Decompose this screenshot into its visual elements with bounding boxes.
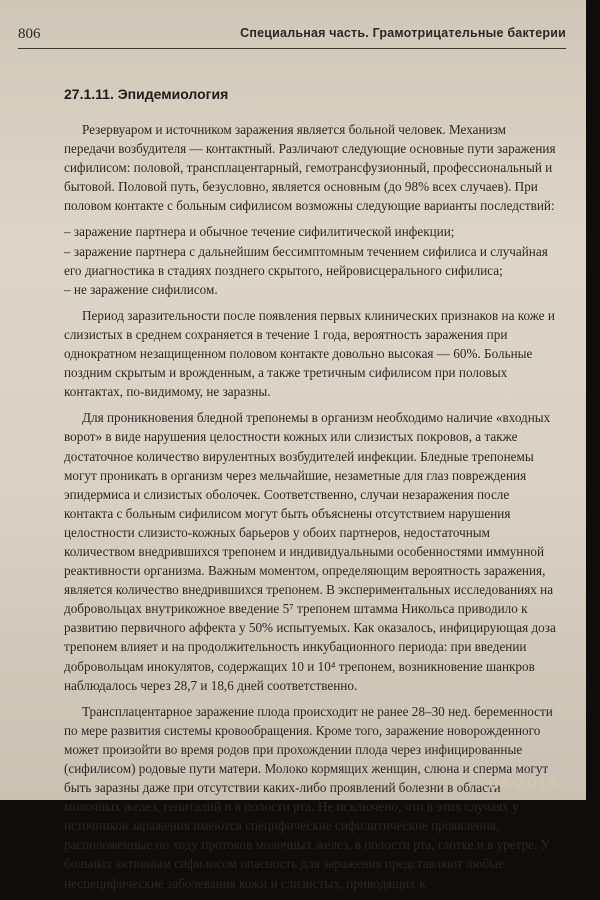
paragraph-4: Трансплацентарное заражение плода происходит не ранее 28–30 нед. беременности по мере развития системы кровообращения. Кроме того, заражение новорожденного может произойти во время родов при прохождении плода через инфицированные (сифилисом) родовые пути матери. Молоко кормящих женщин, слюна и сперма могут быть заразны даже при отсутствии каких-либо проявлений болезни в области молочных желез, гениталий и в полости рта. Не исключено, что в этих случаях у источников заражения имеются специфические сифилитические проявления, расположенные по ходу протоков молочных желез, в полости рта, глотке и в уретре. У больных активным сифилисом опасность для заражения представляют любые неспецифические заболевания кожи и слизистых, приводящих к (64, 703, 553, 891)
list-item: – заражение партнера с дальнейшим бессимптомным течением сифилиса и случайная его диагностика в стадиях позднего скрытого, нейровисцерального сифилиса; (64, 243, 548, 278)
list-item: – не заражение сифилисом. (64, 281, 218, 297)
date-stamp: 04-2018 (488, 773, 558, 793)
paragraph-3: Для проникновения бледной трепонемы в организм необходимо наличие «входных ворот» в виде нарушения целостности кожных или слизистых покровов, а также достаточное количество вирулентных возбудителей инфекции. Бледные трепонемы могут проникать в организм через мельчайшие, незаметные для глаз повреждения эпидермиса и слизистых оболочек. Соответственно, случаи незаражения после контакта с больным сифилисом могут быть объяснены отсутствием нарушения целостности слизисто-кожных барьеров у обоих партнеров, недостаточным количеством внедрившихся трепонем и индивидуальными особенностями иммунной реактивности организма. Важным моментом, определяющим вероятность заражения, является количество внедрившихся трепонем. В экспериментальных исследованиях на добровольцах внутрикожное введение 5⁷ трепонем штамма Никольса приводило к развитию первичного аффекта у 50% испытуемых. Как оказалось, инфицирующая доза трепонем влияет и на продолжительность инкубационного периода: при введении добровольцам инокулятов, содержащих 10 и 10⁴ трепонем, возникновение шанкров наблюдалось через 28,7 и 18,6 дней соответственно. (64, 410, 556, 693)
body-text (64, 120, 558, 900)
page-header (18, 22, 566, 49)
paragraph-1: Резервуаром и источником заражения является больной человек. Механизм передачи возбудителя — контактный. Различают следующие основные пути заражения сифилисом: половой, трансплацентарный, гемотрансфузионный, профессиональный и бытовой. Половой путь, безусловно, является основным (до 98% всех случаев). При половом контакте с больным сифилисом возможны следующие варианты последствий: (64, 122, 556, 214)
section-title: 27.1.11. Эпидемиология (64, 86, 229, 102)
paragraph-2: Период заразительности после появления первых клинических признаков на коже и слизистых в среднем сохраняется в течение 1 года, вероятность заражения при однократном незащищенном половом контакте довольно высокая — 60%. Больные поздним скрытым и врожденным, а также третичным сифилисом при половых контактах, по-видимому, не заразны. (64, 307, 555, 400)
running-head: Специальная часть. Грамотрицательные бактерии (240, 26, 566, 40)
consequences-list (64, 222, 558, 298)
list-item: – заражение партнера и обычное течение сифилитической инфекции; (64, 224, 455, 240)
page-number: 806 (18, 26, 41, 42)
